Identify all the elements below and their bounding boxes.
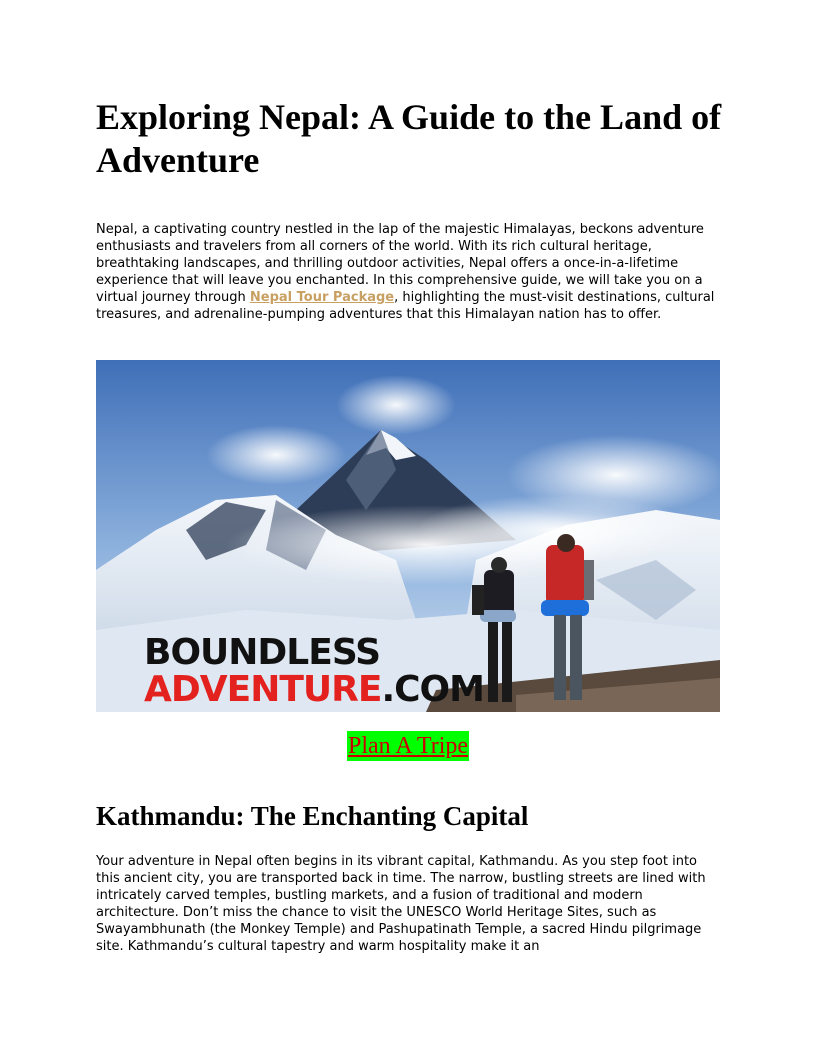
cta-container	[96, 731, 720, 761]
hero-logo-adventure: ADVENTURE	[144, 669, 382, 710]
plan-a-trip-button[interactable]: Plan A Tripe	[347, 733, 469, 759]
hero-logo-dotcom: .COM	[381, 669, 484, 710]
nepal-tour-package-link[interactable]: Nepal Tour Package	[249, 290, 395, 305]
intro-paragraph	[96, 221, 720, 323]
hero-image	[96, 360, 720, 712]
hero-logo-line1: BOUNDLESS	[144, 632, 381, 673]
section-heading: Kathmandu: The Enchanting Capital	[96, 801, 529, 831]
intro-text-before-link: Nepal, a captivating country nestled in the lap of the majestic Himalayas, beckons adventure enthusiasts and travelers from all corners of the world. With its rich cultural heritage, breathtaking landscapes, and thrilling outdoor activities, Nepal offers a once-in-a-lifetime experience that will leave you enchanted. In this comprehensive guide, we will take you on a virtual journey through	[96, 222, 704, 305]
article-title: Exploring Nepal: A Guide to the Land of Adventure	[96, 97, 722, 180]
section-paragraph: Your adventure in Nepal often begins in its vibrant capital, Kathmandu. As you step foot into this ancient city, you are transported back in time. The narrow, bustling streets are lined with intricately carved temples, bustling markets, and a fusion of traditional and modern architecture. Don’t miss the chance to visit the UNESCO World Heritage Sites, such as Swayambhunath (the Monkey Temple) and Pashupatinath Temple, a sacred Hindu pilgrimage site. Kathmandu’s cultural tapestry and warm hospitality make it an	[96, 854, 706, 954]
hero-logo-line2	[144, 669, 484, 710]
intro-text-after-link: , highlighting the must-visit destinations, cultural treasures, and adrenaline-pumping adventures that this Himalayan nation has to offer.	[96, 290, 715, 322]
